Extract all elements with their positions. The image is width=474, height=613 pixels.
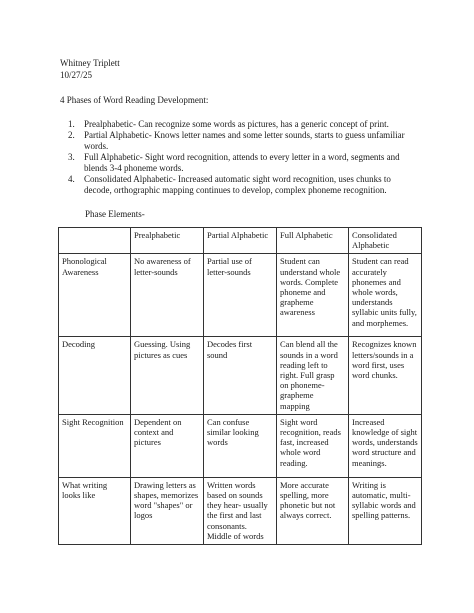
phase-text: Partial Alphabetic- Knows letter names and some letter sounds, starts to guess unfamiliar words.: [84, 130, 405, 151]
table-cell: Drawing letters as shapes, memorizes word "shapes" or logos: [131, 477, 204, 544]
phase-number: 4.: [68, 174, 75, 184]
table-row: [59, 254, 422, 337]
phase-elements-label: Phase Elements-: [85, 209, 145, 219]
table-cell: Decodes first sound: [204, 337, 277, 414]
phase-number: 1.: [68, 119, 75, 129]
row-label-cell: Decoding: [59, 337, 131, 414]
author-name: Whitney Triplett: [60, 58, 120, 68]
table-cell: Dependent on context and pictures: [131, 414, 204, 477]
table-cell: Written words based on sounds they hear- usually the first and last consonants. Middle of words: [204, 477, 277, 544]
table-cell: Increased knowledge of sight words, understands word structure and meanings.: [349, 414, 422, 477]
phase-text: Consolidated Alphabetic- Increased automatic sight word recognition, uses chunks to decode, orthographic mapping continues to develop, complex phoneme recognition.: [84, 174, 391, 195]
table-cell: Student can read accurately phonemes and whole words, understands syllabic units fully, and morphemes.: [349, 254, 422, 337]
table-header-cell: Prealphabetic: [131, 228, 204, 254]
phase-elements-table: [58, 227, 422, 545]
table-header-cell: Consolidated Alphabetic: [349, 228, 422, 254]
table-cell: Recognizes known letters/sounds in a word first, uses word chunks.: [349, 337, 422, 414]
table-cell: Sight word recognition, reads fast, increased whole word reading.: [277, 414, 349, 477]
table-cell: Guessing. Using pictures as cues: [131, 337, 204, 414]
table-cell: Student can understand whole words. Complete phoneme and grapheme awareness: [277, 254, 349, 337]
phase-list: [60, 119, 420, 196]
table-cell: Can blend all the sounds in a word reading left to right. Full grasp on phoneme-grapheme mapping: [277, 337, 349, 414]
table-cell: No awareness of letter-sounds: [131, 254, 204, 337]
table-header-cell: [59, 228, 131, 254]
phase-item: [60, 119, 420, 130]
phase-text: Full Alphabetic- Sight word recognition, attends to every letter in a word, segments and blends 3-4 phoneme words.: [84, 152, 400, 173]
document-date: 10/27/25: [60, 70, 93, 80]
row-label-cell: What writing looks like: [59, 477, 131, 544]
phase-text: Prealphabetic- Can recognize some words as pictures, has a generic concept of print.: [84, 119, 389, 129]
table-row: [59, 414, 422, 477]
phase-item: [60, 152, 420, 174]
table-row: [59, 477, 422, 544]
phase-elements-table-wrapper: [58, 227, 421, 545]
table-header-cell: Full Alphabetic: [277, 228, 349, 254]
table-header-row: [59, 228, 422, 254]
phase-item: [60, 174, 420, 196]
table-cell: Can confuse similar looking words: [204, 414, 277, 477]
phase-item: [60, 130, 420, 152]
table-cell: Partial use of letter-sounds: [204, 254, 277, 337]
row-label-cell: Sight Recognition: [59, 414, 131, 477]
phase-number: 3.: [68, 152, 75, 162]
document-heading: 4 Phases of Word Reading Development:: [60, 95, 209, 105]
table-row: [59, 337, 422, 414]
row-label-cell: Phonological Awareness: [59, 254, 131, 337]
table-cell: More accurate spelling, more phonetic but not always correct.: [277, 477, 349, 544]
phase-number: 2.: [68, 130, 75, 140]
table-cell: Writing is automatic, multi-syllabic words and spelling patterns.: [349, 477, 422, 544]
table-header-cell: Partial Alphabetic: [204, 228, 277, 254]
